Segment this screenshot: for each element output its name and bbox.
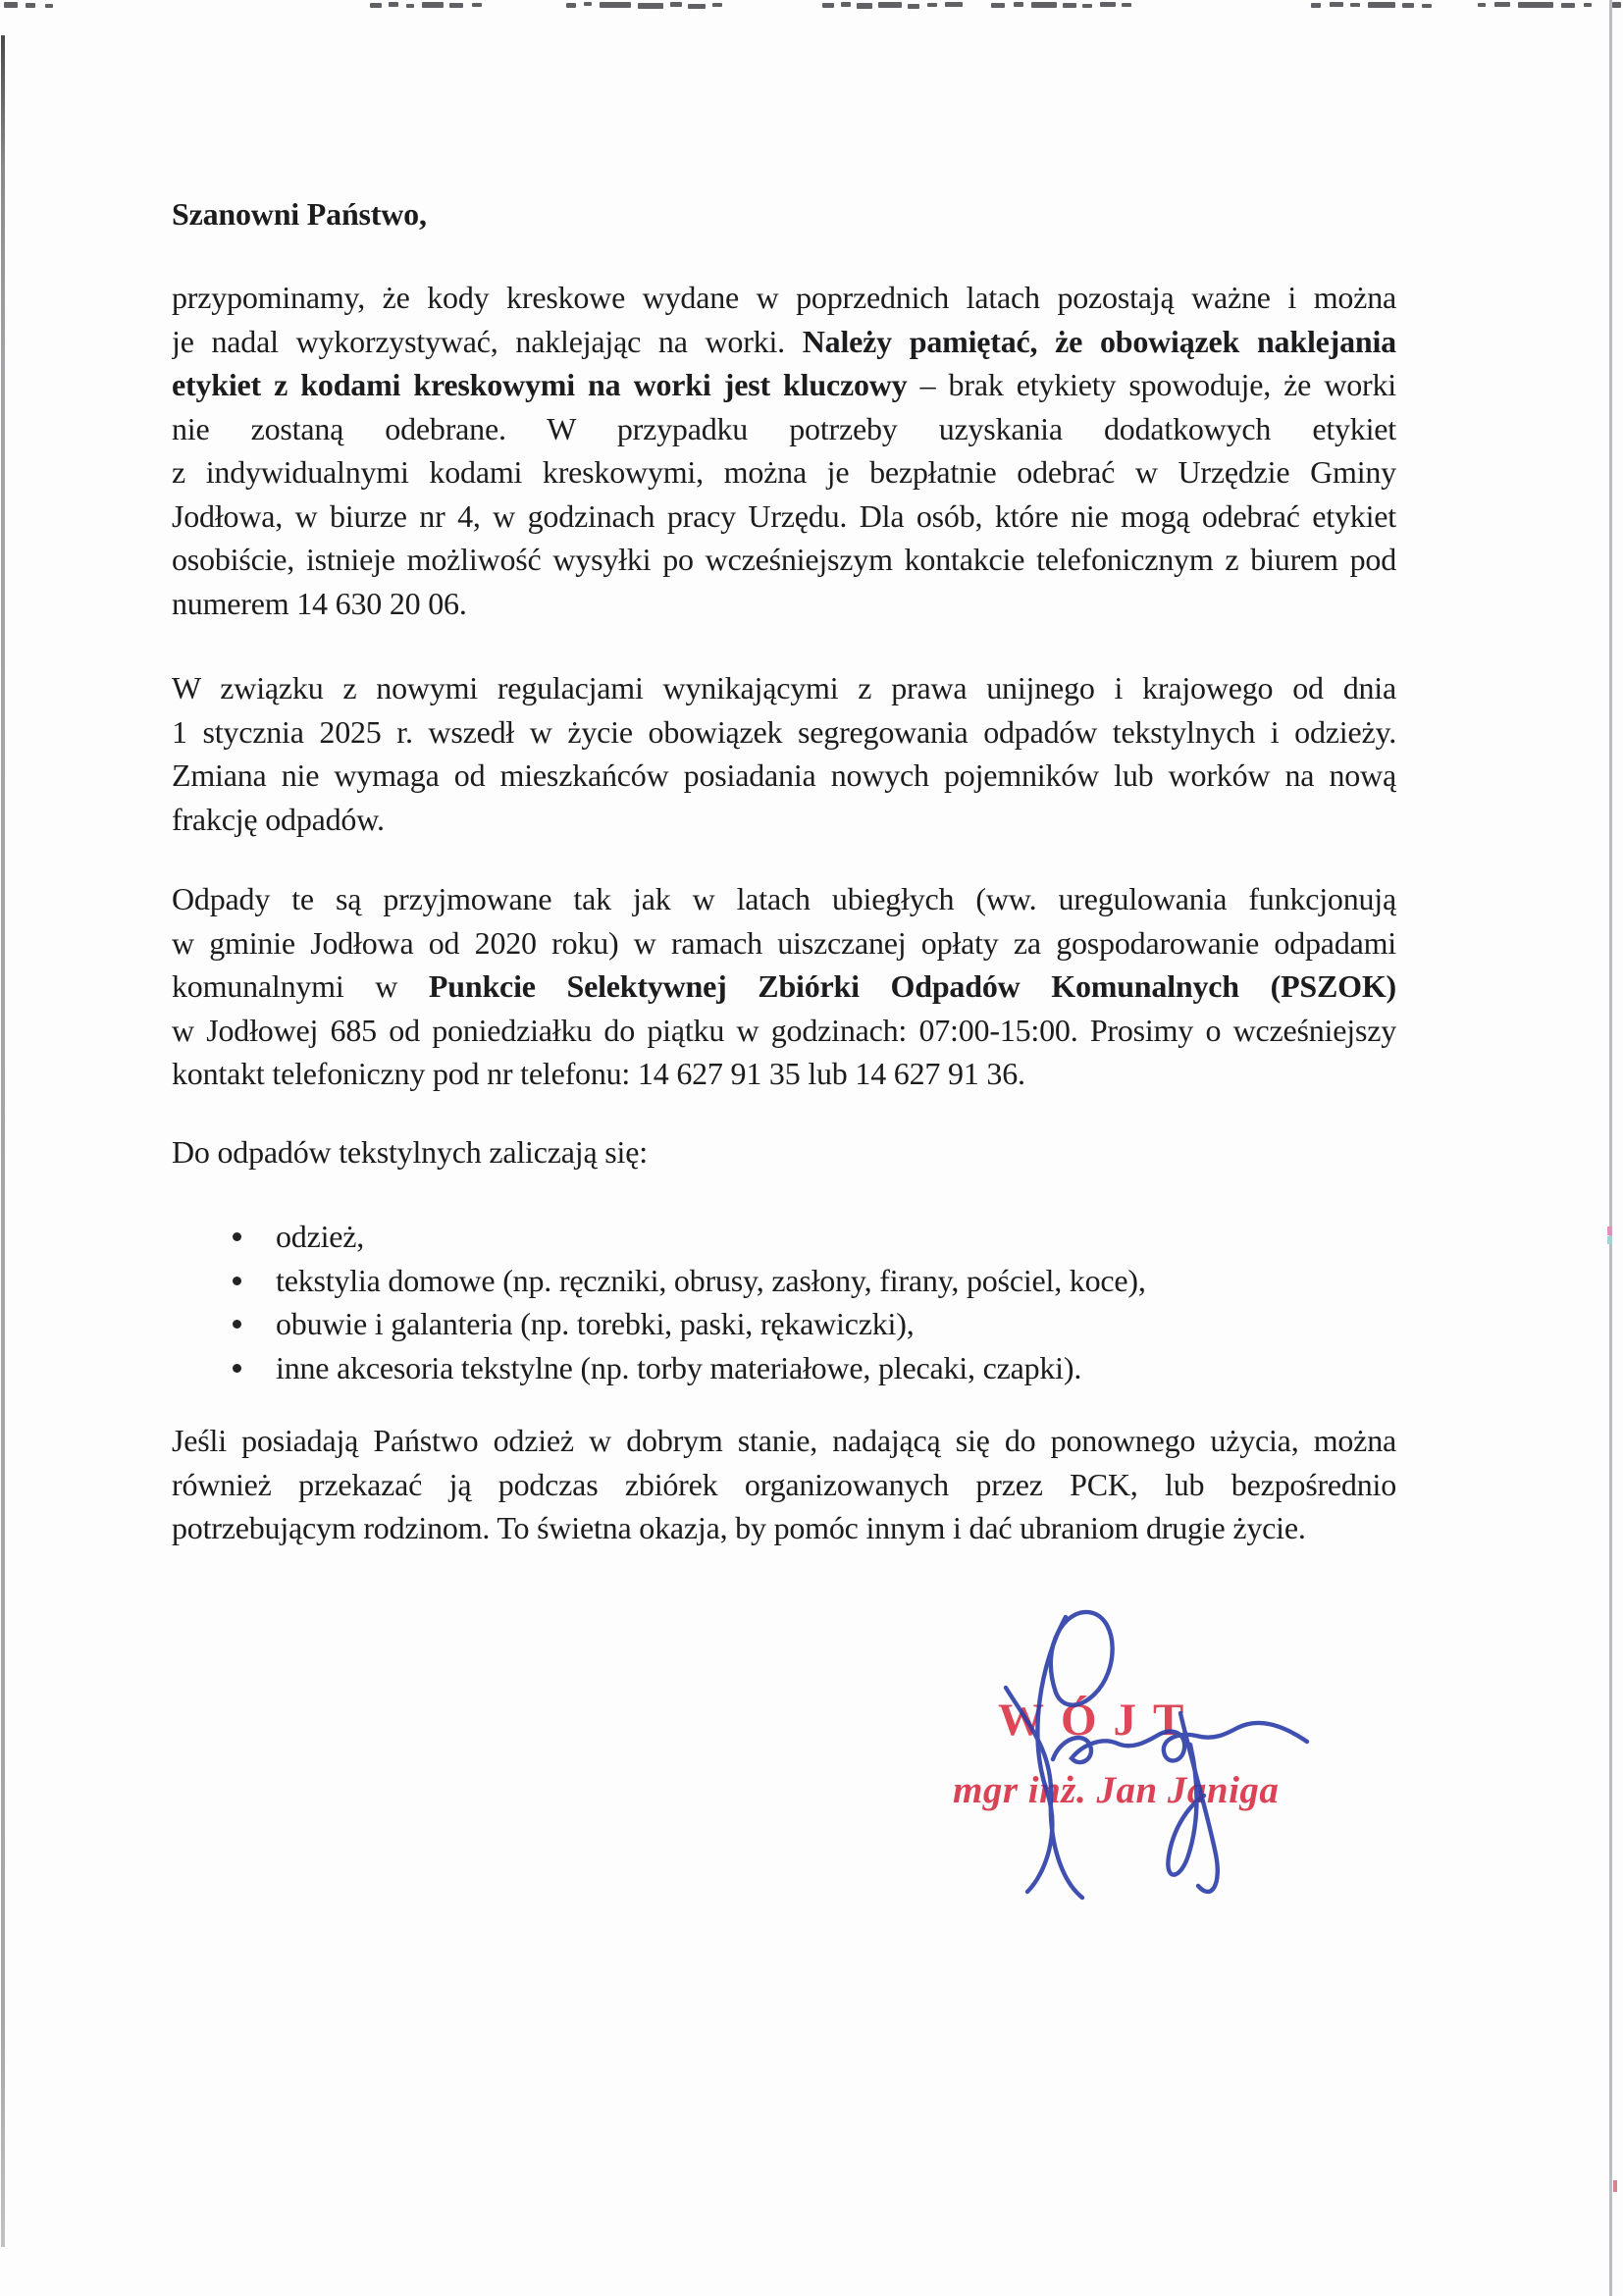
bullet-icon	[233, 1232, 241, 1241]
salutation: Szanowni Państwo,	[172, 196, 427, 232]
text-line: Zmiana nie wymaga od mieszkańców posiadania nowych pojemników lub worków na nową	[172, 757, 1396, 793]
scan-speck	[712, 3, 722, 7]
bullet-icon	[233, 1320, 241, 1329]
scan-speck	[26, 3, 35, 8]
scan-speck	[1350, 3, 1360, 7]
list-item-label: inne akcesoria tekstylne (np. torby materiałowe, plecaki, czapki).	[276, 1349, 1082, 1385]
text-line: numerem 14 630 20 06.	[172, 585, 467, 621]
text-line: nie zostaną odebrane. W przypadku potrzeby uzyskania dodatkowych etykiet	[172, 410, 1396, 446]
scan-speck	[991, 3, 1005, 8]
text-line: w Jodłowej 685 od poniedziałku do piątku w godzinach: 07:00-15:00. Prosimy o wcześniejszy	[172, 1012, 1396, 1048]
list-item	[172, 1346, 1396, 1390]
scan-speck	[406, 4, 414, 8]
scan-tick-red	[1613, 2180, 1617, 2192]
text-line: etykiet z kodami kreskowymi na worki jest kluczowy – brak etykiety spowoduje, że worki	[172, 367, 1396, 402]
scan-speck	[1584, 3, 1592, 7]
scan-tick-pink	[1607, 1226, 1612, 1235]
text-line: potrzebującym rodzinom. To świetna okazja, by pomóc innym i dać ubraniom drugie życie.	[172, 1510, 1306, 1545]
stamp-name: mgr inż. Jan Janiga	[953, 1769, 1280, 1811]
scan-speck	[1612, 2, 1621, 8]
scan-tick-cyan	[1607, 1236, 1612, 1244]
scan-speck	[1518, 2, 1553, 8]
list-intro: Do odpadów tekstylnych zaliczają się:	[172, 1134, 648, 1170]
handwritten-signature-icon	[937, 1597, 1349, 1941]
scan-speck	[822, 3, 834, 8]
text-line: Odpady te są przyjmowane tak jak w latach ubiegłych (ww. uregulowania funkcjonują	[172, 881, 1396, 916]
scan-speck	[878, 2, 902, 8]
scan-speck	[600, 2, 631, 8]
scan-speck	[1014, 2, 1023, 7]
list-item-label: tekstylia domowe (np. ręczniki, obrusy, zasłony, firany, pościel, koce),	[276, 1262, 1146, 1298]
scan-speck	[1100, 2, 1116, 7]
scan-speck	[472, 3, 482, 7]
scan-speck	[688, 4, 706, 9]
scan-speck	[1311, 3, 1321, 8]
scan-speck	[1063, 3, 1076, 8]
list-item-label: odzież,	[276, 1219, 365, 1254]
scan-speck	[945, 2, 963, 7]
paragraph-donation	[172, 1419, 1396, 1550]
scan-speck	[584, 2, 592, 6]
text-line: frakcję odpadów.	[172, 801, 385, 837]
paragraph-pszok	[172, 877, 1396, 1096]
text-line: również przekazać ją podczas zbiórek organizowanych przez PCK, lub bezpośrednio	[172, 1466, 1396, 1502]
list-item-label: obuwie i galanteria (np. torebki, paski, rękawiczki),	[276, 1306, 915, 1341]
paragraph-textile-regulations	[172, 666, 1396, 841]
text-line: osobiście, istnieje możliwość wysyłki po wcześniejszym kontakcie telefonicznym z biurem pod	[172, 542, 1396, 577]
scan-speck	[389, 2, 398, 7]
text-line: Jeśli posiadają Państwo odzież w dobrym stanie, nadającą się do ponownego użycia, można	[172, 1423, 1396, 1458]
bullet-icon	[233, 1364, 241, 1373]
text-line: je nadal wykorzystywać, naklejając na worki. Należy pamiętać, że obowiązek naklejania	[172, 323, 1396, 359]
text-line: 1 stycznia 2025 r. wszedł w życie obowiązek segregowania odpadów tekstylnych i odzieży.	[172, 713, 1396, 750]
text-line: komunalnymi w Punkcie Selektywnej Zbiórki Odpadów Komunalnych (PSZOK)	[172, 968, 1396, 1004]
text-line: W związku z nowymi regulacjami wynikającymi z prawa unijnego i krajowego od dnia	[172, 670, 1396, 705]
scan-edge-right	[1609, 0, 1612, 2296]
scan-speck	[449, 3, 463, 8]
scan-speck	[1082, 4, 1092, 8]
scan-speck	[670, 2, 682, 7]
scan-speck	[422, 2, 444, 8]
scan-speck	[1402, 3, 1414, 8]
bullet-icon	[233, 1277, 241, 1285]
list-item	[172, 1215, 1396, 1259]
scan-speck	[1122, 3, 1131, 7]
text-line: z indywidualnymi kodami kreskowymi, można je bezpłatnie odebrać w Urzędzie Gminy	[172, 454, 1396, 490]
list-item	[172, 1259, 1396, 1303]
scan-speck	[1368, 2, 1395, 8]
scan-speck	[1561, 3, 1575, 8]
text-line: w gminie Jodłowa od 2020 roku) w ramach uiszczanej opłaty za gospodarowanie odpadami	[172, 924, 1396, 961]
scan-speck	[1494, 2, 1510, 7]
text-line: przypominamy, że kody kreskowe wydane w poprzednich latach pozostają ważne i można	[172, 280, 1396, 315]
scan-speck	[927, 3, 937, 7]
scan-speck	[370, 3, 382, 8]
signature-block	[937, 1597, 1349, 1941]
scan-speck	[1478, 3, 1486, 7]
scan-speck	[1031, 2, 1057, 8]
stamp-title: WÓJT	[998, 1695, 1201, 1746]
scan-speck	[566, 3, 576, 8]
scan-speck	[841, 2, 851, 7]
list-item	[172, 1302, 1396, 1346]
scan-edge-left	[1, 35, 5, 2247]
text-line: kontakt telefoniczny pod nr telefonu: 14 627 91 35 lub 14 627 91 36.	[172, 1056, 1025, 1091]
scan-speck	[857, 3, 872, 9]
scan-speck	[908, 4, 919, 9]
textile-waste-list	[172, 1215, 1396, 1389]
paragraph-barcodes	[172, 276, 1396, 625]
scan-speck	[1330, 2, 1343, 7]
scan-speck	[638, 3, 663, 9]
scan-speck	[4, 2, 18, 8]
scan-speck	[45, 4, 53, 8]
text-line: Jodłowa, w biurze nr 4, w godzinach pracy Urzędu. Dla osób, które nie mogą odebrać etykiet	[172, 497, 1396, 534]
scan-speck	[1422, 4, 1432, 8]
